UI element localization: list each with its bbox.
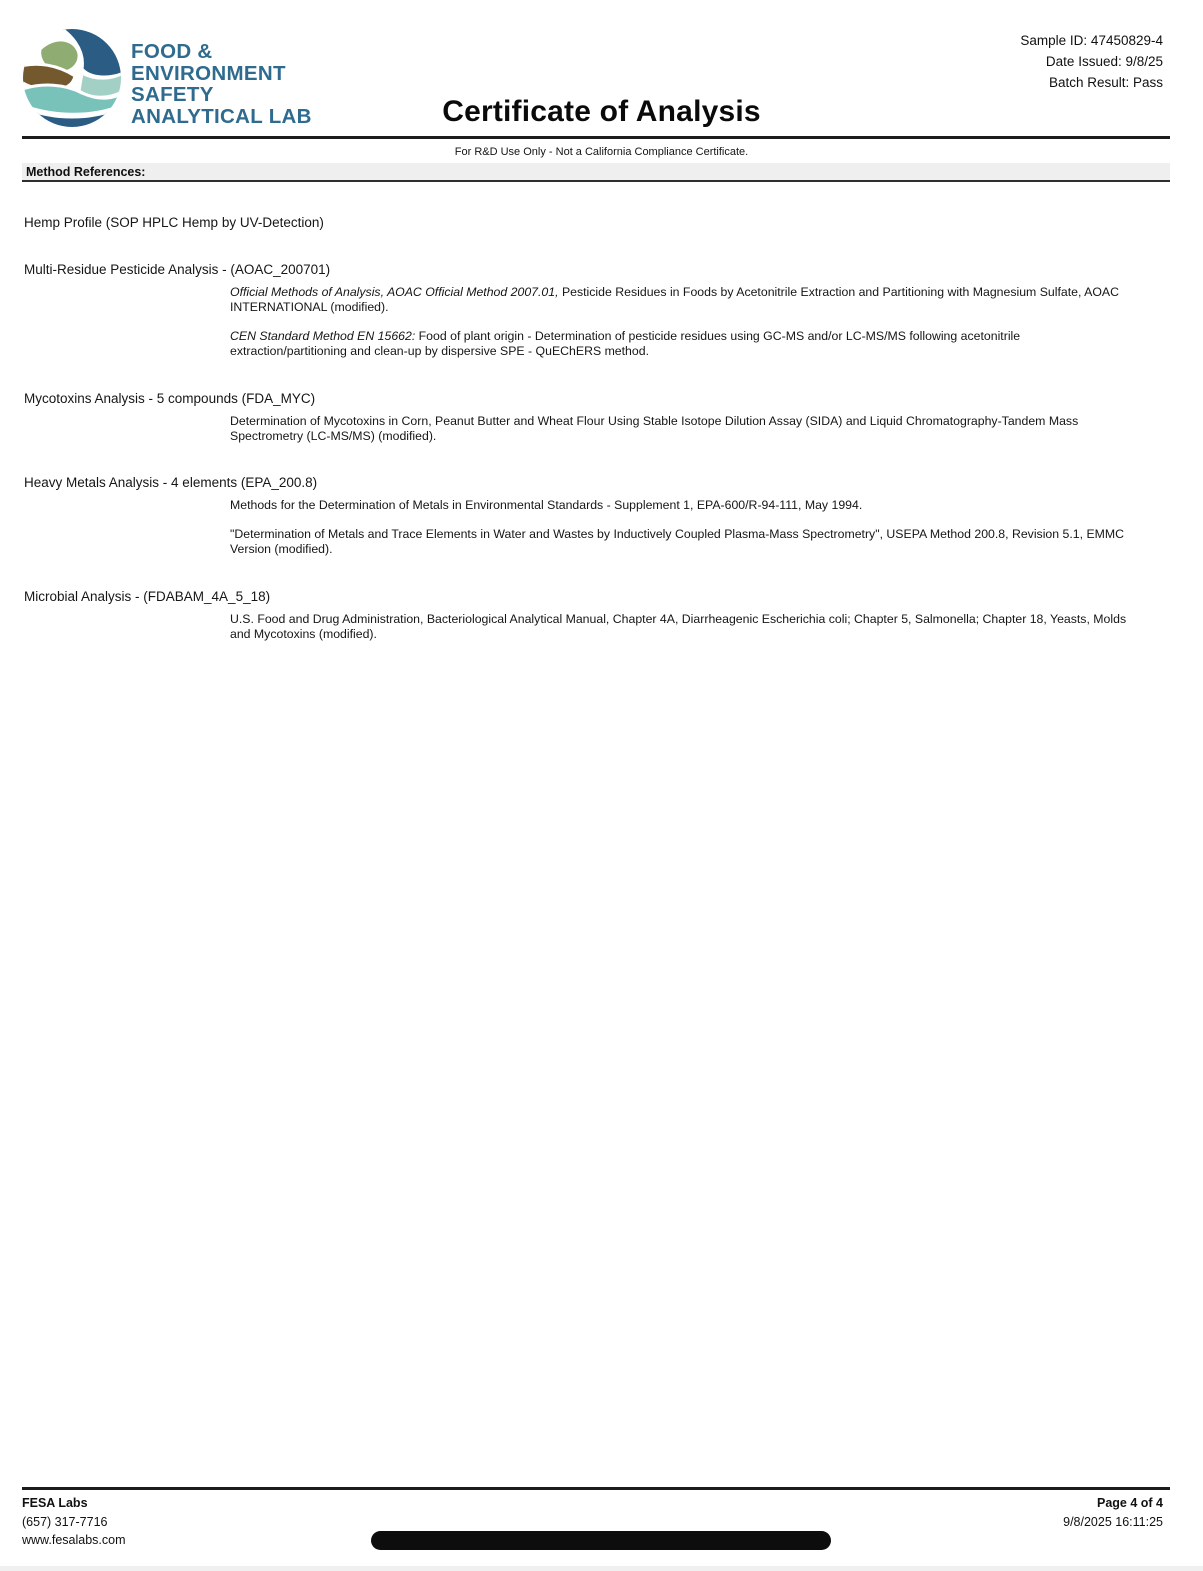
footer-timestamp: 9/8/2025 16:11:25	[1063, 1514, 1163, 1529]
footer-contact-block	[22, 1494, 126, 1550]
citation-text: Pesticide Residues in Foods by Acetonitrile Extraction and Partitioning with Magnesium Sulfate, AOAC INTERNATIONAL (modified).	[230, 285, 1120, 314]
footer-phone: (657) 317-7716	[22, 1514, 108, 1529]
lab-name-line-3: SAFETY	[131, 83, 214, 106]
section-heading-mycotoxins-analysis: Mycotoxins Analysis - 5 compounds (FDA_MYC)	[24, 390, 316, 406]
date-issued: Date Issued: 9/8/25	[1045, 54, 1163, 69]
section-heading-pesticide-analysis: Multi-Residue Pesticide Analysis - (AOAC_200701)	[24, 262, 331, 277]
footer-divider	[22, 1487, 1170, 1490]
section-heading-heavy-metals-analysis: Heavy Metals Analysis - 4 elements (EPA_200.8)	[24, 475, 318, 491]
batch-result: Batch Result: Pass	[1048, 75, 1163, 90]
section-heading-microbial-analysis: Microbial Analysis - (FDABAM_4A_5_18)	[24, 589, 271, 605]
section-heading-hemp-profile: Hemp Profile (SOP HPLC Hemp by UV-Detection)	[24, 215, 324, 230]
sample-info-block	[1020, 30, 1163, 93]
citation-text: "Determination of Metals and Trace Elements in Water and Wastes by Inductively Coupled Plasma-Mass Spectrometry", USEPA Method 200.8, Revision 5.1, EMMC Version (modified).	[230, 527, 1125, 557]
citation-text: Determination of Mycotoxins in Corn, Peanut Butter and Wheat Flour Using Stable Isotope Dilution Assay (SIDA) and Liquid Chromatography-Tandem Mass Spectrometry (LC-MS/MS) (modified).	[230, 413, 1079, 443]
redaction-bar	[371, 1531, 831, 1550]
method-references-body	[22, 184, 1170, 642]
method-citation	[230, 527, 1130, 557]
lab-name-line-4: ANALYTICAL LAB	[131, 104, 312, 128]
footer-page-number: Page 4 of 4	[1097, 1496, 1163, 1510]
citation-source-italic: Official Methods of Analysis, AOAC Official Method 2007.01,	[230, 285, 559, 299]
method-citation	[230, 414, 1130, 444]
method-citation	[230, 498, 1130, 513]
page-bottom-edge	[0, 1566, 1203, 1571]
citation-text: U.S. Food and Drug Administration, Bacteriological Analytical Manual, Chapter 4A, Diarrheagenic Escherichia coli; Chapter 5, Salmonella; Chapter 18, Yeasts, Molds and Mycotoxins (modified).	[230, 612, 1127, 642]
method-references-header: Method References:	[22, 163, 1170, 182]
method-citation	[230, 285, 1130, 315]
footer-company-name: FESA Labs	[22, 1496, 88, 1510]
method-citation	[230, 612, 1130, 642]
footer-page-block	[1063, 1494, 1163, 1531]
compliance-disclaimer: For R&D Use Only - Not a California Compliance Certificate.	[454, 146, 749, 158]
method-citation	[230, 329, 1130, 359]
footer-website-link[interactable]: www.fesalabs.com	[22, 1533, 126, 1547]
citation-text: Methods for the Determination of Metals in Environmental Standards - Supplement 1, EPA-600/R-94-111, May 1994.	[230, 498, 863, 513]
page-title: Certificate of Analysis	[442, 95, 761, 128]
sample-id: Sample ID: 47450829-4	[1020, 33, 1163, 48]
header-divider	[22, 136, 1170, 139]
citation-text: Food of plant origin - Determination of pesticide residues using GC-MS and/or LC-MS/MS following acetonitrile extraction/partitioning and clean-up by dispersive SPE - QuEChERS method.	[230, 328, 1021, 358]
lab-name-line-2: ENVIRONMENT	[131, 61, 286, 85]
citation-source-italic: CEN Standard Method EN 15662:	[230, 328, 416, 343]
lab-name-line-1: FOOD &	[131, 40, 213, 63]
